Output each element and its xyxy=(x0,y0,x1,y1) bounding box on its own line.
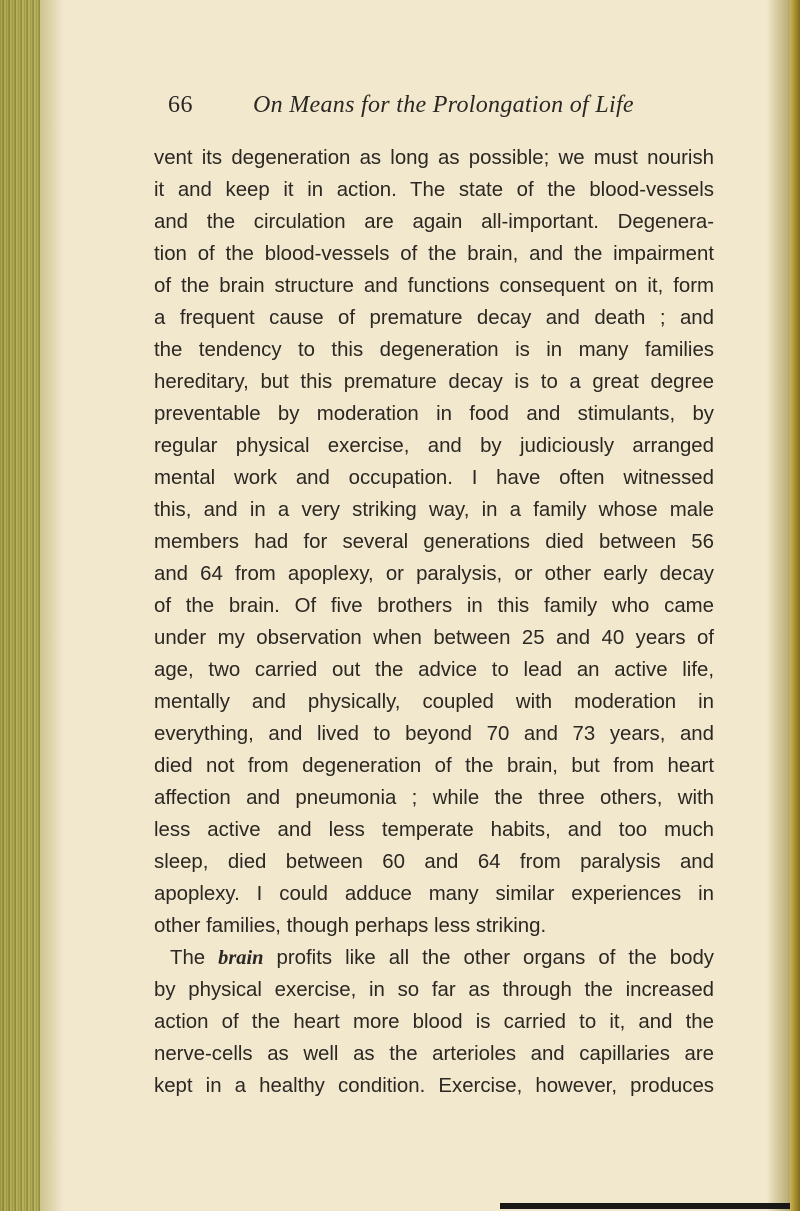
running-title: On Means for the Prolongation of Life xyxy=(253,92,634,118)
text-line: members had for several generations died between 56 xyxy=(154,531,714,553)
text-line xyxy=(154,942,714,974)
text-line: and the circulation are again all-important. Degenera- xyxy=(154,211,714,233)
running-head xyxy=(168,92,728,128)
paragraph-2 xyxy=(154,942,714,1102)
text-line: preventable by moderation in food and stimulants, by xyxy=(154,403,714,425)
text-line: and 64 from apoplexy, or paralysis, or other early decay xyxy=(154,563,714,585)
text-line: the tendency to this degeneration is in many families xyxy=(154,339,714,361)
text-line: under my observation when between 25 and 40 years of xyxy=(154,627,714,649)
text-line: regular physical exercise, and by judiciously arranged xyxy=(154,435,714,457)
text-line: tion of the blood-vessels of the brain, and the impairment xyxy=(154,243,714,265)
text-line: this, and in a very striking way, in a family whose male xyxy=(154,499,714,521)
body-text xyxy=(154,142,714,1102)
gilt-fore-edge xyxy=(790,0,800,1211)
text-line: age, two carried out the advice to lead an active life, xyxy=(154,659,714,681)
text-line: kept in a healthy condition. Exercise, however, produces xyxy=(154,1075,714,1097)
text-line: other families, though perhaps less striking. xyxy=(154,915,547,937)
right-page-shadow xyxy=(768,0,790,1211)
text-line: everything, and lived to beyond 70 and 73 years, and xyxy=(154,723,714,745)
text-line: by physical exercise, in so far as through the increased xyxy=(154,979,714,1001)
page-bottom-edge xyxy=(500,1203,790,1209)
text-line: a frequent cause of premature decay and death ; and xyxy=(154,307,714,329)
book-page-edges xyxy=(0,0,40,1211)
text-line: sleep, died between 60 and 64 from paralysis and xyxy=(154,851,714,873)
text-fragment: The xyxy=(170,947,206,969)
text-line: of the brain structure and functions consequent on it, form xyxy=(154,275,714,297)
italic-term: brain xyxy=(218,947,264,969)
text-line: it and keep it in action. The state of the blood-vessels xyxy=(154,179,714,201)
page-number: 66 xyxy=(168,92,193,118)
text-line: action of the heart more blood is carried to it, and the xyxy=(154,1011,714,1033)
text-line: nerve-cells as well as the arterioles and capillaries are xyxy=(154,1043,714,1065)
text-line: of the brain. Of five brothers in this family who came xyxy=(154,595,714,617)
gutter-shadow xyxy=(40,0,64,1211)
text-line: hereditary, but this premature decay is to a great degree xyxy=(154,371,714,393)
text-line: died not from degeneration of the brain, but from heart xyxy=(154,755,714,777)
paragraph-1 xyxy=(154,142,714,942)
text-line: vent its degeneration as long as possible; we must nourish xyxy=(154,147,714,169)
text-fragment: profits like all the other organs of the body xyxy=(276,947,714,969)
text-line: mentally and physically, coupled with moderation in xyxy=(154,691,714,713)
text-line: affection and pneumonia ; while the three others, with xyxy=(154,787,714,809)
text-line: less active and less temperate habits, and too much xyxy=(154,819,714,841)
text-line: apoplexy. I could adduce many similar experiences in xyxy=(154,883,714,905)
text-line: mental work and occupation. I have often witnessed xyxy=(154,467,714,489)
